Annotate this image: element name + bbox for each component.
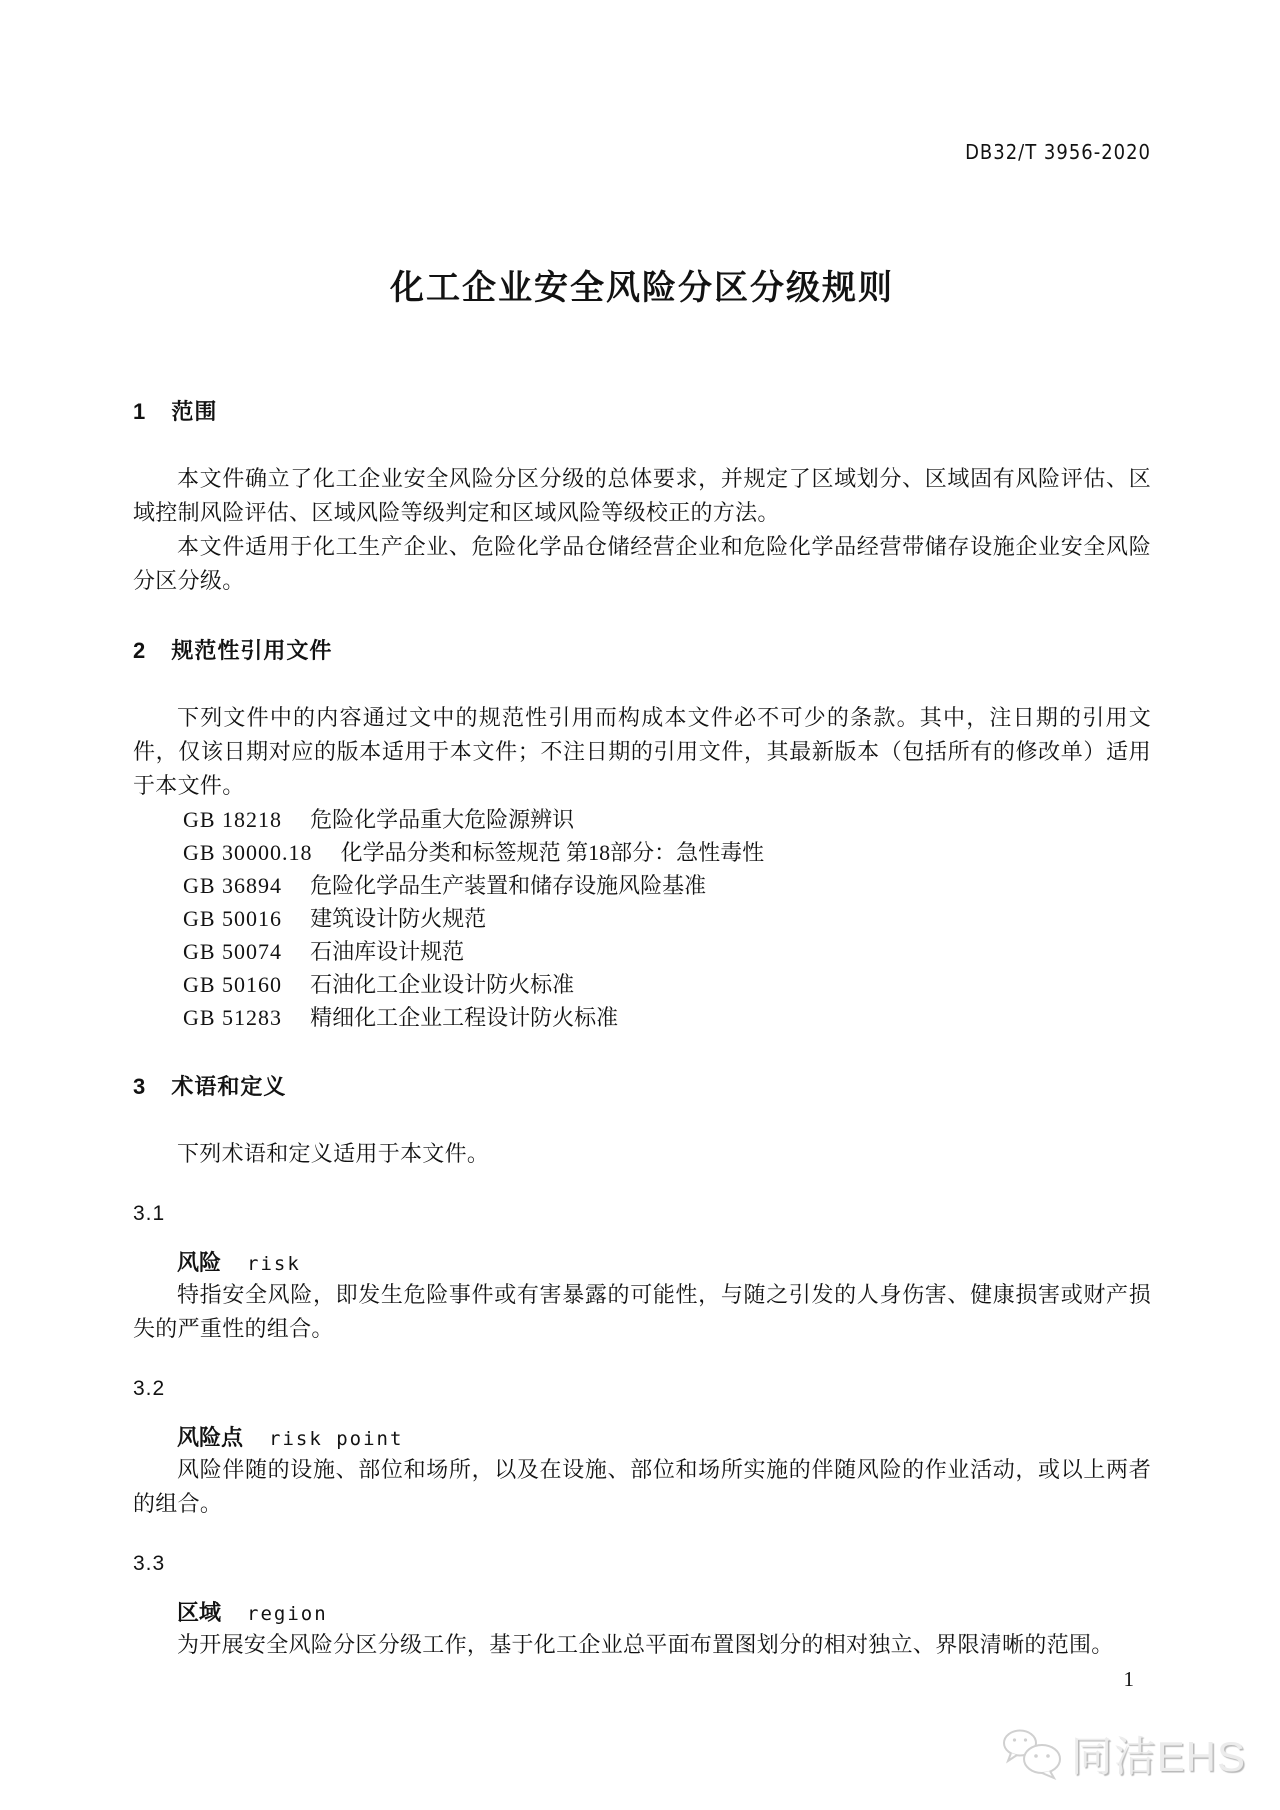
term-line [133,1249,1151,1278]
reference-title: 石油化工企业设计防火标准 [310,972,575,997]
section-heading-text: 规范性引用文件 [171,638,333,663]
reference-item [133,935,1151,968]
section-number: 1 [133,399,147,424]
clause-number: 3.1 [133,1202,166,1225]
term-en: region [247,1603,328,1625]
term-zh: 区域 [177,1600,222,1625]
page-number: 1 [1123,1667,1134,1691]
term-definition: 风险伴随的设施、部位和场所，以及在设施、部位和场所实施的伴随风险的作业活动，或以上两者的组合。 [133,1457,1151,1516]
reference-item [133,968,1151,1001]
section-heading-text: 术语和定义 [171,1074,287,1099]
term-zh: 风险 [177,1250,222,1275]
paragraph: 下列文件中的内容通过文中的规范性引用而构成本文件必不可少的条款。其中，注日期的引用文件，仅该日期对应的版本适用于本文件；不注日期的引用文件，其最新版本（包括所有的修改单）适用于本文件。 [133,705,1151,798]
reference-code: GB 50016 [183,906,283,931]
term-en: risk [247,1253,301,1275]
paragraph: 下列术语和定义适用于本文件。 [177,1141,490,1166]
section-scope [133,395,1151,598]
section-heading [133,634,1151,665]
reference-code: GB 50074 [183,939,283,964]
reference-title: 石油库设计规范 [310,939,465,964]
term-en: risk point [269,1428,404,1450]
term-definition: 为开展安全风险分区分级工作，基于化工企业总平面布置图划分的相对独立、界限清晰的范围。 [177,1632,1114,1657]
reference-title: 危险化学品重大危险源辨识 [310,807,575,832]
section-terms-definitions [133,1070,1151,1662]
reference-title: 精细化工企业工程设计防火标准 [310,1005,619,1030]
section-number: 2 [133,638,147,663]
reference-item [133,869,1151,902]
reference-code: GB 30000.18 [183,840,313,865]
document-title: 化工企业安全风险分区分级规则 [390,269,894,307]
paragraph: 本文件适用于化工生产企业、危险化学品仓储经营企业和危险化学品经营带储存设施企业安全风险分区分级。 [133,534,1151,593]
reference-title: 危险化学品生产装置和储存设施风险基准 [310,873,707,898]
reference-code: GB 51283 [183,1005,283,1030]
reference-title: 化学品分类和标签规范 第18部分：急性毒性 [340,840,765,865]
term-line [133,1424,1151,1453]
section-heading-text: 范围 [171,399,218,424]
watermark-text: 同洁EHS [1070,1733,1246,1780]
term-block [133,1551,1151,1662]
reference-code: GB 36894 [183,873,283,898]
document-content [133,0,1151,1662]
clause-number: 3.2 [133,1377,166,1400]
watermark [1001,1724,1246,1784]
section-heading [133,395,1151,426]
reference-code: GB 50160 [183,972,283,997]
reference-list [133,803,1151,1034]
term-zh: 风险点 [177,1425,244,1450]
reference-item [133,836,1151,869]
reference-item [133,803,1151,836]
reference-item [133,902,1151,935]
term-definition: 特指安全风险，即发生危险事件或有害暴露的可能性，与随之引发的人身伤害、健康损害或财产损失的严重性的组合。 [133,1282,1151,1341]
wechat-icon [1001,1728,1063,1780]
reference-title: 建筑设计防火规范 [310,906,487,931]
paragraph: 本文件确立了化工企业安全风险分区分级的总体要求，并规定了区域划分、区域固有风险评估、区域控制风险评估、区域风险等级判定和区域风险等级校正的方法。 [133,466,1151,525]
section-number: 3 [133,1074,147,1099]
term-block [133,1201,1151,1346]
term-block [133,1376,1151,1521]
standard-number: DB32/T 3956-2020 [965,140,1151,164]
reference-code: GB 18218 [183,807,283,832]
term-line [133,1599,1151,1628]
section-heading [133,1070,1151,1101]
reference-item [133,1001,1151,1034]
clause-number: 3.3 [133,1552,166,1575]
section-normative-references [133,634,1151,1034]
